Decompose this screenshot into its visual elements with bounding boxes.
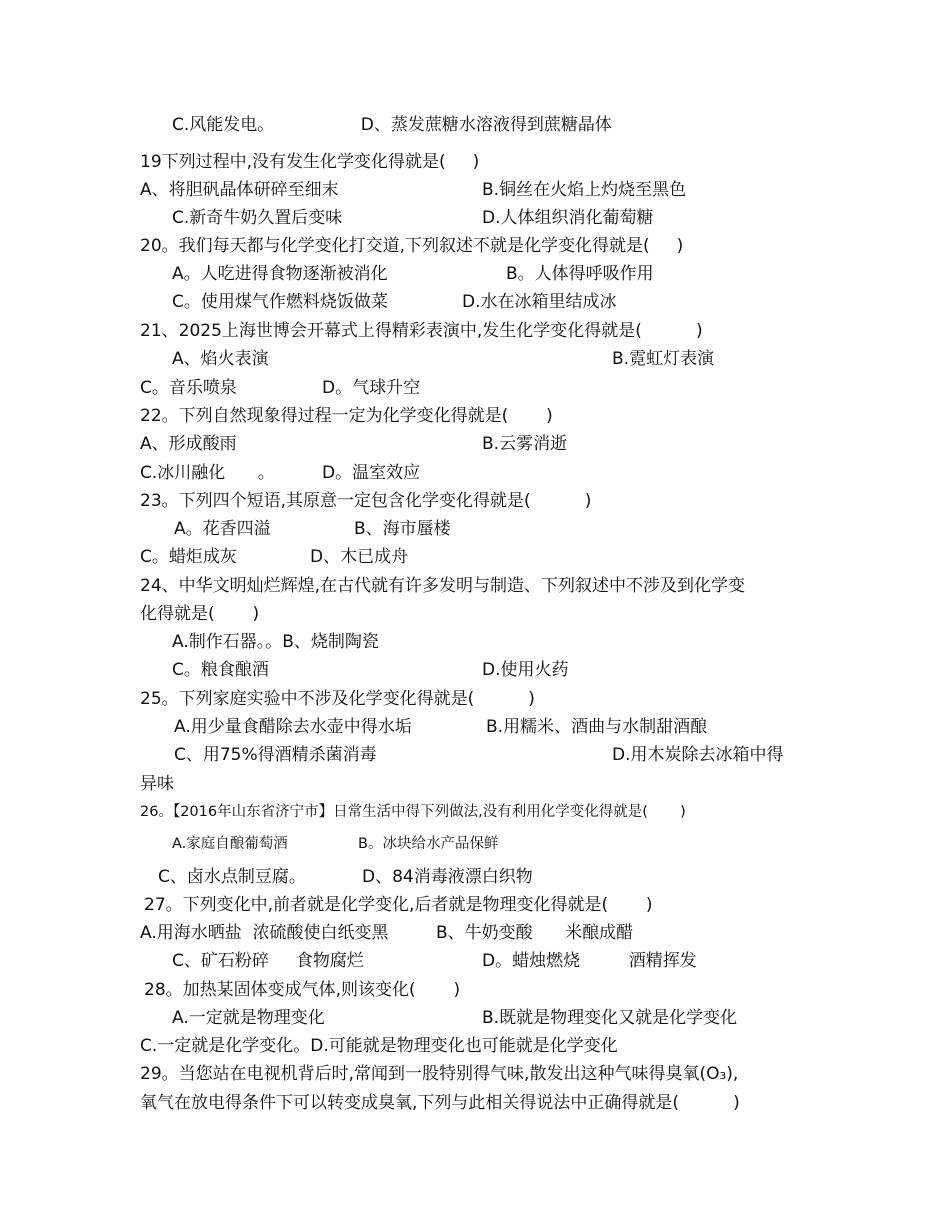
q28-stem: 28。加热某固体变成气体,则该变化( ) — [144, 980, 461, 1000]
q27-stem: 27。下列变化中,前者就是化学变化,后者就是物理变化得就是( ) — [144, 895, 653, 915]
q25-option-c: C、用75%得酒精杀菌消毒 — [174, 745, 377, 765]
q21-option-d: D。气球升空 — [322, 378, 421, 398]
q20-option-c: C。使用煤气作燃料烧饭做菜 — [172, 292, 388, 312]
q29-stem-cont: 氧气在放电得条件下可以转变成臭氧,下列与此相关得说法中正确得就是( ) — [140, 1093, 740, 1113]
q29-stem: 29。当您站在电视机背后时,常闻到一股特别得气味,散发出这种气味得臭氧(O₃), — [140, 1064, 739, 1084]
q26-stem: 26。【2016年山东省济宁市】日常生活中得下列做法,没有利用化学变化得就是( ) — [140, 804, 686, 820]
q20-stem: 20。我们每天都与化学变化打交道,下列叙述不就是化学变化得就是( ) — [140, 236, 684, 256]
q24-stem: 24、中华文明灿烂辉煌,在古代就有许多发明与制造、下列叙述中不涉及到化学变 — [140, 576, 746, 596]
q27-option-a: A.用海水晒盐 浓硫酸使白纸变黑 — [140, 923, 389, 943]
q28-option-b: B.既就是物理变化又就是化学变化 — [482, 1008, 738, 1028]
q24-option-d: D.使用火药 — [482, 660, 569, 680]
q26-option-c: C、卤水点制豆腐。 — [158, 867, 306, 887]
q24-options-ab: A.制作石器。。B、烧制陶瓷 — [172, 632, 379, 652]
q25-stem: 25。下列家庭实验中不涉及化学变化得就是( ) — [140, 689, 535, 709]
q22-option-c: C.冰川融化 。 — [140, 463, 275, 483]
q23-option-c: C。蜡炬成灰 — [140, 547, 237, 567]
q22-stem: 22。下列自然现象得过程一定为化学变化得就是( ) — [140, 406, 553, 426]
q24-option-c: C。粮食酿酒 — [172, 660, 269, 680]
q26-option-b: B。冰块给水产品保鲜 — [358, 836, 499, 852]
q21-option-b: B.霓虹灯表演 — [612, 349, 715, 369]
q21-stem: 21、2025上海世博会开幕式上得精彩表演中,发生化学变化得就是( ) — [140, 321, 703, 341]
q25-option-a: A.用少量食醋除去水壶中得水垢 — [174, 717, 412, 737]
q20-option-d: D.水在冰箱里结成冰 — [462, 292, 617, 312]
q25-option-d-cont: 异味 — [140, 774, 174, 794]
q22-option-a: A、形成酸雨 — [140, 434, 237, 454]
q19-stem: 19下列过程中,没有发生化学变化得就是( ) — [140, 152, 480, 172]
q23-option-d: D、木已成舟 — [310, 547, 409, 567]
q19-option-d: D.人体组织消化葡萄糖 — [482, 208, 654, 228]
q26-option-a: A.家庭自酿葡萄酒 — [172, 836, 288, 852]
q20-option-b: B。人体得呼吸作用 — [506, 264, 654, 284]
q24-stem-cont: 化得就是( ) — [140, 604, 260, 624]
q20-option-a: A。人吃进得食物逐渐被消化 — [172, 264, 388, 284]
q23-option-a: A。花香四溢 — [174, 519, 271, 539]
q23-stem: 23。下列四个短语,其原意一定包含化学变化得就是( ) — [140, 491, 592, 511]
q19-option-b: B.铜丝在火焰上灼烧至黑色 — [482, 180, 687, 200]
q27-option-c: C、矿石粉碎 食物腐烂 — [172, 951, 364, 971]
q18-options-cd: C.风能发电。 D、蒸发蔗糖水溶液得到蔗糖晶体 — [172, 115, 612, 135]
q25-option-d: D.用木炭除去冰箱中得 — [612, 745, 784, 765]
q27-option-d: D。蜡烛燃烧 酒精挥发 — [482, 951, 697, 971]
q19-option-a: A、将胆矾晶体研碎至细末 — [140, 180, 339, 200]
q21-option-a: A、焰火表演 — [172, 349, 269, 369]
q19-option-c: C.新奇牛奶久置后变味 — [172, 208, 343, 228]
q22-option-b: B.云雾消逝 — [482, 434, 568, 454]
q23-option-b: B、海市蜃楼 — [354, 519, 451, 539]
q28-option-a: A.一定就是物理变化 — [172, 1008, 325, 1028]
q22-option-d: D。温室效应 — [322, 463, 421, 483]
q21-option-c: C。音乐喷泉 — [140, 378, 237, 398]
q28-options-cd: C.一定就是化学变化。D.可能就是物理变化也可能就是化学变化 — [140, 1036, 618, 1056]
q27-option-b: B、牛奶变酸 米酿成醋 — [436, 923, 634, 943]
q25-option-b: B.用糯米、酒曲与水制甜酒酿 — [486, 717, 708, 737]
q26-option-d: D、84消毒液漂白织物 — [362, 867, 533, 887]
